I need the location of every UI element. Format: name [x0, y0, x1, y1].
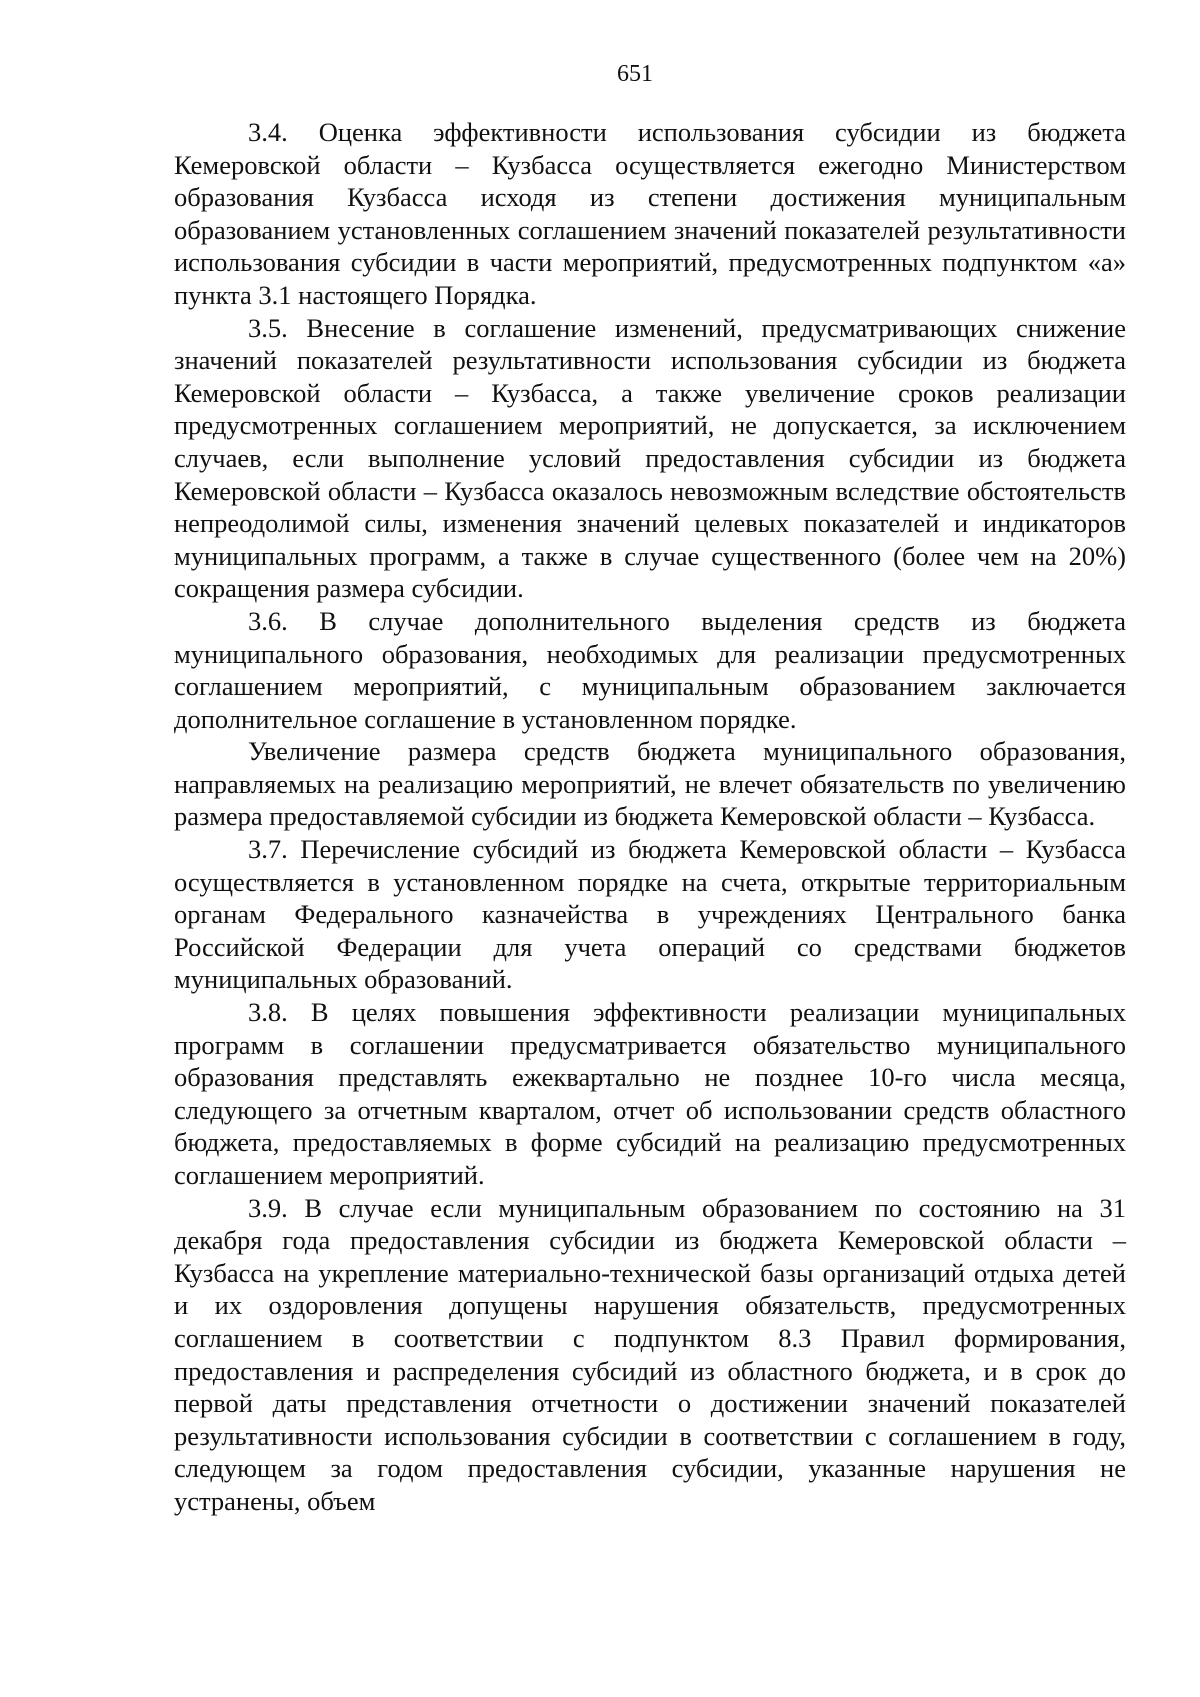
paragraph-3-9: 3.9. В случае если муниципальным образованием по состоянию на 31 декабря года предоставления субсидии из бюджета Кемеровской области – Кузбасса на укрепление материально-технической базы организаций отдыха детей и их оздоровления допущены нарушения обязательств, предусмотренных соглашением в соответствии с подпунктом 8.3 Правил формирования, предоставления и распределения субсидий из областного бюджета, и в срок до первой даты представления отчетности о достижении значений показателей результативности использования субсидии в соответствии с соглашением в году, следующем за годом предоставления субсидии, указанные нарушения не устранены, объем	[174, 1192, 1126, 1516]
document-body	[174, 116, 1126, 1518]
page-number: 651	[617, 61, 653, 87]
paragraph-3-5: 3.5. Внесение в соглашение изменений, предусматривающих снижение значений показателей результативности использования субсидии из бюджета Кемеровской области – Кузбасса, а также увеличение сроков реализации предусмотренных соглашением мероприятий, не допускается, за исключением случаев, если выполнение условий предоставления субсидии из бюджета Кемеровской области – Кузбасса оказалось невозможным вследствие обстоятельств непреодолимой силы, изменения значений целевых показателей и индикаторов муниципальных программ, а также в случае существенного (более чем на 20%) сокращения размера субсидии.	[174, 312, 1126, 604]
paragraph-3-8: 3.8. В целях повышения эффективности реализации муниципальных программ в соглашении предусматривается обязательство муниципального образования представлять ежеквартально не позднее 10-го числа месяца, следующего за отчетным кварталом, отчет об использовании средств областного бюджета, предоставляемых в форме субсидий на реализацию предусмотренных соглашением мероприятий.	[174, 997, 1126, 1190]
paragraph-3-6: 3.6. В случае дополнительного выделения средств из бюджета муниципального образования, необходимых для реализации предусмотренных соглашением мероприятий, с муниципальным образованием заключается дополнительное соглашение в установленном порядке.	[174, 605, 1126, 734]
paragraph-3-7: 3.7. Перечисление субсидий из бюджета Кемеровской области – Кузбасса осуществляется в установленном порядке на счета, открытые территориальным органам Федерального казначейства в учреждениях Центрального банка Российской Федерации для учета операций со средствами бюджетов муниципальных образований.	[174, 834, 1126, 995]
paragraph-3-4: 3.4. Оценка эффективности использования субсидии из бюджета Кемеровской области – Кузбасса осуществляется ежегодно Министерством образования Кузбасса исходя из степени достижения муниципальным образованием установленных соглашением значений показателей результативности использования субсидии в части мероприятий, предусмотренных подпунктом «а» пункта 3.1 настоящего Порядка.	[174, 117, 1126, 310]
paragraph-3-6-continuation: Увеличение размера средств бюджета муниципального образования, направляемых на реализацию мероприятий, не влечет обязательств по увеличению размера предоставляемой субсидии из бюджета Кемеровской области – Кузбасса.	[174, 736, 1126, 832]
